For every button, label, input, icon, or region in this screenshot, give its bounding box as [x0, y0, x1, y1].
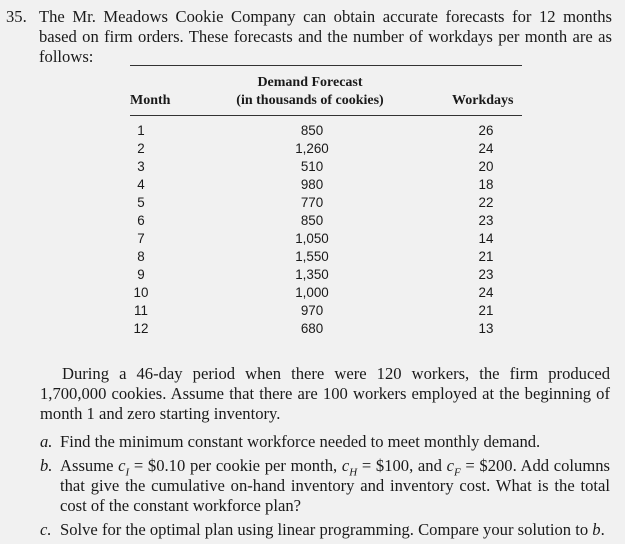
table-top-rule: [130, 65, 522, 66]
question-b-part3: = $100, and: [357, 456, 447, 475]
question-c-text: Solve for the optimal plan using linear programming. Compare your solution to: [60, 520, 593, 539]
month-cell: 10: [133, 285, 149, 300]
question-b-part1: Assume: [60, 456, 119, 475]
workdays-cell: 21: [478, 249, 494, 264]
workdays-cell: 24: [478, 285, 494, 300]
demand-cell: 770: [300, 195, 324, 210]
month-cell: 6: [137, 213, 145, 228]
demand-cell: 510: [300, 159, 324, 174]
table-header-rule: [130, 115, 522, 116]
workdays-cell: 20: [478, 159, 494, 174]
workdays-cell: 23: [478, 267, 494, 282]
cost-subscript-i: I: [125, 466, 130, 479]
month-cell: 8: [137, 249, 145, 264]
demand-cell: 1,350: [295, 267, 329, 282]
problem-statement: [6, 7, 612, 67]
question-a: [40, 432, 610, 452]
month-cell: 9: [137, 267, 145, 282]
problem-intro: The Mr. Meadows Cookie Company can obtain accurate forecasts for 12 months based on firm orders. These forecasts and the number of workdays per month are as follows:: [39, 7, 612, 66]
workdays-cell: 22: [478, 195, 494, 210]
demand-cell: 1,050: [295, 231, 329, 246]
month-cell: 11: [134, 303, 148, 318]
month-cell: 5: [137, 195, 145, 210]
workdays-cell: 18: [478, 177, 494, 192]
demand-cell: 1,000: [295, 285, 329, 300]
cost-subscript-h: H: [349, 466, 358, 479]
workdays-cell: 14: [478, 231, 494, 246]
month-cell: 4: [137, 177, 145, 192]
workdays-cell: 13: [478, 321, 494, 336]
workdays-header: Workdays: [452, 93, 514, 108]
demand-cell: 1,550: [295, 249, 329, 264]
demand-cell: 850: [300, 123, 324, 138]
question-b-label: b.: [40, 456, 53, 475]
question-c-label: c.: [40, 520, 52, 539]
demand-header-line2: (in thousands of cookies): [236, 93, 384, 108]
month-column: [130, 122, 152, 338]
demand-cell: 980: [300, 177, 324, 192]
question-c: [40, 520, 610, 540]
workdays-cell: 23: [478, 213, 494, 228]
question-c-ref: b: [592, 520, 601, 539]
workdays-cell: 24: [478, 141, 494, 156]
demand-cell: 680: [300, 321, 324, 336]
workdays-cell: 21: [478, 303, 494, 318]
question-b: [40, 456, 610, 516]
demand-column: [268, 122, 356, 338]
demand-cell: 1,260: [295, 141, 329, 156]
demand-header-line1: Demand Forecast: [257, 75, 363, 90]
demand-cell: 850: [300, 213, 324, 228]
cost-subscript-f: F: [453, 466, 461, 479]
month-cell: 3: [137, 159, 145, 174]
workdays-cell: 26: [478, 123, 494, 138]
question-list: [40, 432, 610, 544]
cost-symbol-cf: c: [446, 456, 454, 475]
demand-header: [220, 74, 400, 110]
question-b-part4: = $200. Add columns that give the cumulative on-hand inventory and inventory cost. What is the total cost of the constant workforce plan?: [60, 456, 610, 515]
month-header: Month: [130, 93, 171, 108]
month-cell: 7: [137, 231, 145, 246]
cost-symbol-ci: c: [118, 456, 126, 475]
demand-cell: 970: [300, 303, 324, 318]
problem-number: 35.: [6, 7, 27, 26]
cost-symbol-ch: c: [341, 456, 350, 475]
question-a-label: a.: [40, 432, 53, 451]
month-cell: 12: [133, 321, 149, 336]
question-b-part2: = $0.10 per cookie per month,: [129, 456, 342, 475]
workdays-column: [470, 122, 502, 338]
question-a-text: Find the minimum constant workforce needed to meet monthly demand.: [60, 432, 541, 451]
month-cell: 1: [137, 123, 145, 138]
context-paragraph: During a 46-day period when there were 120 workers, the firm produced 1,700,000 cookies. Assume that there are 100 workers employed at the beginning of month 1 and zero starting inventory.: [40, 364, 610, 423]
question-c-end: .: [600, 520, 605, 539]
month-cell: 2: [137, 141, 145, 156]
